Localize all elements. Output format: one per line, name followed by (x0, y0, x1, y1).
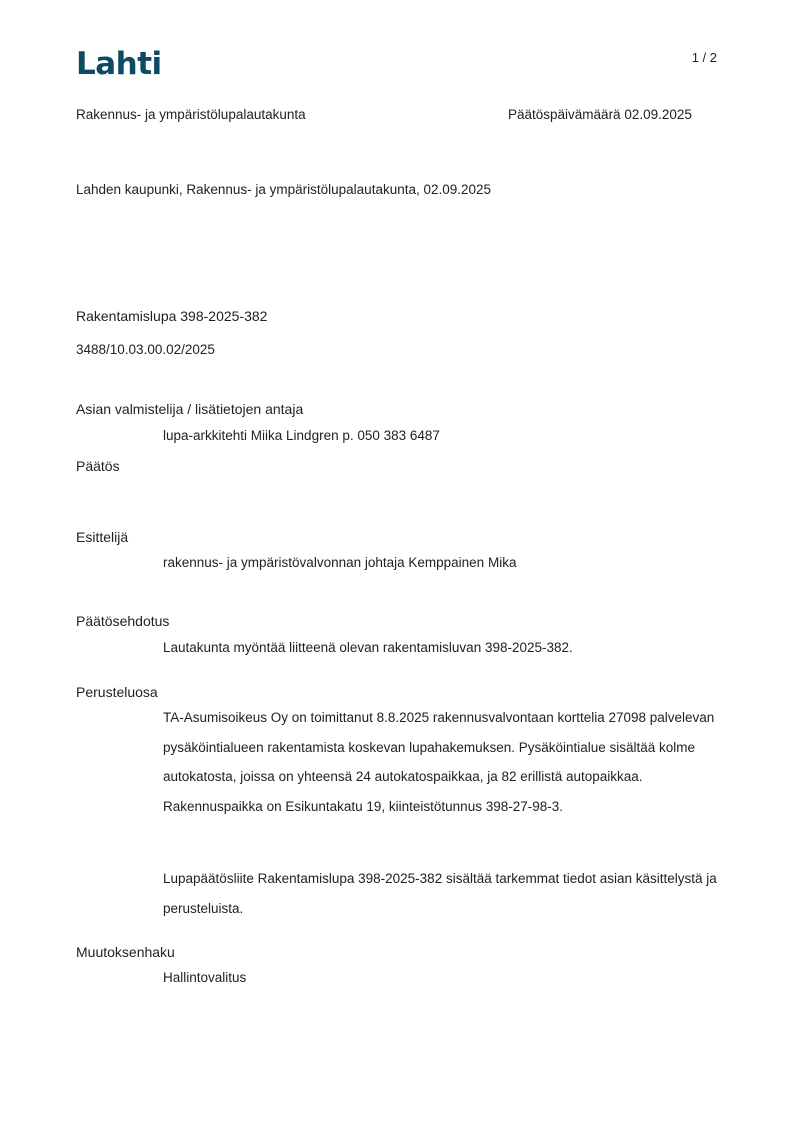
decision-heading: Päätös (76, 458, 120, 474)
diary-number: 3488/10.03.00.02/2025 (76, 342, 215, 357)
proposal-heading: Päätösehdotus (76, 613, 170, 629)
presenter-text: rakennus- ja ympäristövalvonnan johtaja Kemppainen Mika (163, 555, 517, 570)
grounds-paragraph-1: TA-Asumisoikeus Oy on toimittanut 8.8.2025 rakennusvalvontaan korttelia 27098 palvelevan pysäköintialueen rakentamista koskevan lupahakemuksen. Pysäköintialue sisältää kolme autokatosta, joissa on yhteensä 24 autokatospaikkaa, ja 82 erillistä autopaikkaa. Rakennuspaikka on Esikuntakatu 19, kiinteistötunnus 398-27-98-3. (163, 710, 715, 814)
presenter-heading: Esittelijä (76, 529, 129, 545)
logo-text: Lahti (76, 46, 162, 82)
appeal-heading: Muutoksenhaku (76, 944, 175, 960)
preparer-text: lupa-arkkitehti Miika Lindgren p. 050 383 6487 (163, 428, 440, 443)
appeal-text: Hallintovalitus (163, 970, 247, 985)
document-subtitle: Lahden kaupunki, Rakennus- ja ympäristölupalautakunta, 02.09.2025 (76, 182, 492, 197)
decision-date: Päätöspäivämäärä 02.09.2025 (508, 107, 692, 122)
proposal-text: Lautakunta myöntää liitteenä olevan rakentamisluvan 398-2025-382. (163, 640, 573, 655)
permit-title: Rakentamislupa 398-2025-382 (76, 308, 268, 324)
grounds-paragraph-2: Lupapäätösliite Rakentamislupa 398-2025-382 sisältää tarkemmat tiedot asian käsittelystä ja perusteluista. (163, 871, 717, 916)
grounds-heading: Perusteluosa (76, 684, 158, 700)
preparer-heading: Asian valmistelija / lisätietojen antaja (76, 401, 304, 417)
committee-name: Rakennus- ja ympäristölupalautakunta (76, 107, 306, 122)
lahti-logo (76, 44, 172, 84)
page-number: 1 / 2 (691, 50, 717, 65)
